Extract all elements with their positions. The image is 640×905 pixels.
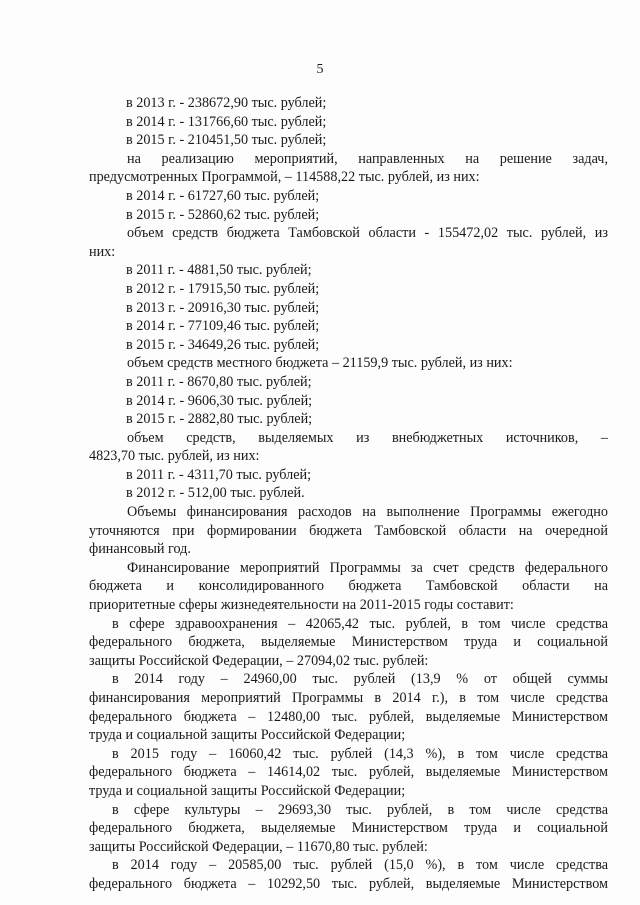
text-line: труда и социальной защиты Российской Федерации; (89, 782, 406, 799)
text-line: 4823,70 тыс. рублей, из них: (89, 448, 260, 465)
text-line: Объемы финансирования расходов на выполнение Программы ежегодно (127, 504, 608, 521)
text-line: в 2015 г. - 210451,50 тыс. рублей; (126, 132, 327, 149)
body-text (89, 94, 608, 894)
text-line: в 2014 г. - 131766,60 тыс. рублей; (126, 113, 327, 130)
text-line: уточняются при формировании бюджета Тамбовской области на очередной (89, 522, 608, 539)
text-line: в 2013 г. - 238672,90 тыс. рублей; (126, 95, 327, 111)
text-line: федерального бюджета, выделяемые Министерством труда и социальной (89, 820, 608, 837)
text-line: в 2012 г. - 512,00 тыс. рублей. (126, 485, 305, 502)
text-line: в 2014 году – 24960,00 тыс. рублей (13,9 % от общей суммы (112, 671, 608, 688)
text-line: на реализацию мероприятий, направленных на решение задач, (127, 150, 608, 167)
text-line: в 2015 г. - 34649,26 тыс. рублей; (126, 336, 320, 353)
text-line: в 2013 г. - 20916,30 тыс. рублей; (126, 299, 320, 316)
text-line: объем средств бюджета Тамбовской области - 155472,02 тыс. рублей, из (127, 225, 608, 242)
text-line: объем средств местного бюджета – 21159,9 тыс. рублей, из них: (127, 355, 513, 372)
text-line: них: (89, 243, 116, 260)
text-line: в 2015 году – 16060,42 тыс. рублей (14,3 %), в том числе средства (112, 745, 608, 762)
text-line: в 2014 г. - 77109,46 тыс. рублей; (126, 318, 320, 335)
text-line: защиты Российской Федерации, – 11670,80 тыс. рублей: (89, 838, 428, 855)
text-line: в 2012 г. - 17915,50 тыс. рублей; (126, 280, 320, 297)
text-line: в сфере культуры – 29693,30 тыс. рублей, в том числе средства (112, 801, 608, 818)
text-line: в 2015 г. - 2882,80 тыс. рублей; (126, 411, 313, 428)
text-line: федерального бюджета – 10292,50 тыс. рублей, выделяемые Министерством (89, 875, 608, 892)
text-line: федерального бюджета – 12480,00 тыс. рублей, выделяемые Министерством (89, 708, 608, 725)
text-line: в 2011 г. - 4881,50 тыс. рублей; (126, 262, 312, 279)
text-line: защиты Российской Федерации, – 27094,02 тыс. рублей: (89, 652, 429, 669)
text-line: федерального бюджета – 14614,02 тыс. рублей, выделяемые Министерством (89, 764, 608, 781)
text-line: бюджета и консолидированного бюджета Тамбовской области на (89, 578, 608, 595)
text-line: в 2015 г. - 52860,62 тыс. рублей; (126, 206, 320, 223)
text-line: в 2011 г. - 8670,80 тыс. рублей; (126, 373, 312, 390)
text-line: федерального бюджета, выделяемые Министерством труда и социальной (89, 634, 608, 651)
text-line: приоритетные сферы жизнедеятельности на 2011-2015 годы составит: (89, 597, 514, 614)
page-number: 5 (316, 62, 324, 77)
text-line: Финансирование мероприятий Программы за счет средств федерального (127, 559, 608, 576)
text-line: в 2014 г. - 9606,30 тыс. рублей; (126, 392, 313, 409)
text-line: финансовый год. (89, 541, 191, 558)
text-line: в 2014 г. - 61727,60 тыс. рублей; (126, 187, 320, 204)
text-line: в 2014 году – 20585,00 тыс. рублей (15,0 %), в том числе средства (112, 857, 608, 874)
text-line: в сфере здравоохранения – 42065,42 тыс. рублей, в том числе средства (112, 615, 608, 632)
text-line: предусмотренных Программой, – 114588,22 тыс. рублей, из них: (89, 169, 480, 186)
text-line: финансирования мероприятий Программы в 2014 г.), в том числе средства (89, 690, 608, 706)
text-line: труда и социальной защиты Российской Федерации; (89, 727, 406, 744)
text-line: в 2011 г. - 4311,70 тыс. рублей; (126, 466, 312, 483)
text-line: объем средств, выделяемых из внебюджетных источников, – (127, 429, 608, 446)
